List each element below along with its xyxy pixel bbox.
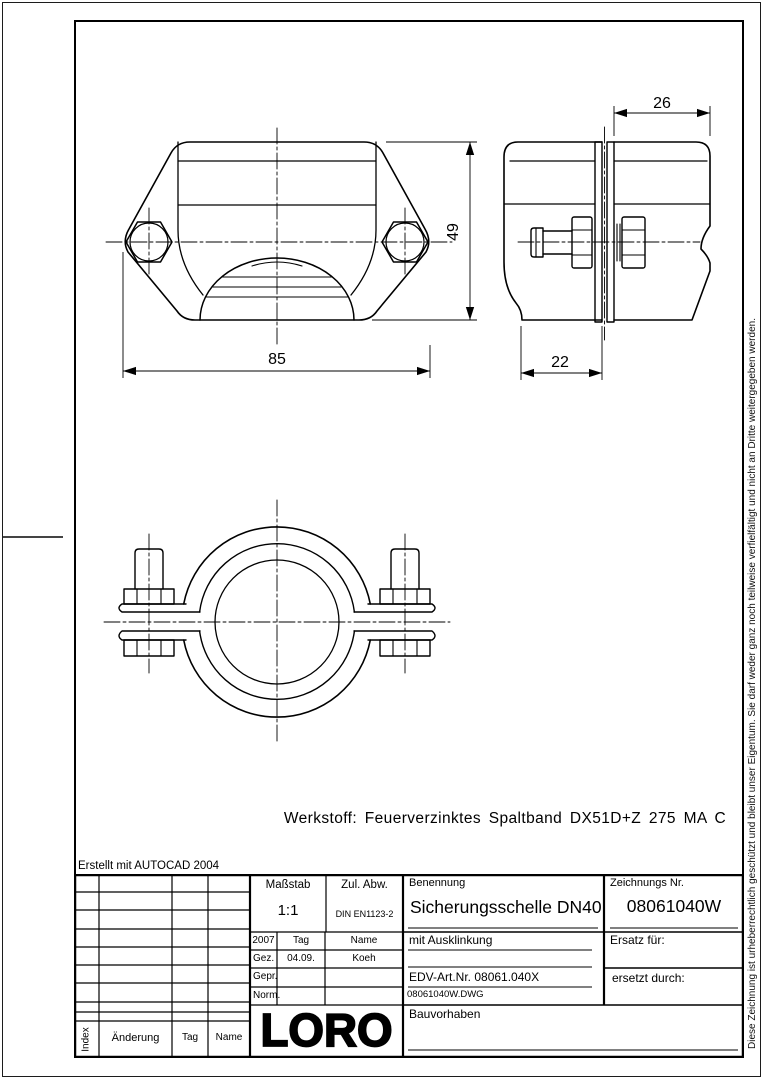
masstab-value: 1:1	[277, 902, 299, 919]
approval-tag-header: Tag	[292, 935, 310, 946]
zeichnungs-nr-value: 08061040W	[626, 896, 722, 916]
dim-22	[521, 326, 602, 380]
ersetzt-durch-label: ersetzt durch:	[612, 971, 685, 985]
right-half-body	[614, 142, 710, 320]
zul-abw-value: DIN EN1123-2	[335, 909, 394, 919]
gez-name: Koeh	[352, 953, 376, 964]
benennung-value: Sicherungsschelle DN40	[410, 897, 602, 917]
material-note: Werkstoff: Feuerverzinktes Spaltband DX51D+Z 275 MA C	[283, 810, 727, 827]
front-view	[104, 500, 450, 744]
side-view-centerlines	[518, 127, 700, 340]
side-right-nut-facets	[622, 230, 645, 255]
masstab-label: Maßstab	[265, 879, 311, 891]
dim-26	[614, 95, 710, 136]
bauvorhaben-label: Bauvorhaben	[409, 1007, 481, 1021]
lower-left-flange	[119, 631, 200, 640]
gez-label: Gez.	[253, 953, 275, 964]
index-label: Index	[81, 1027, 92, 1052]
loro-logo-text: LORO	[260, 1005, 393, 1056]
loro-logo	[250, 1005, 403, 1058]
upper-right-flange	[354, 604, 435, 612]
drawing-views	[74, 20, 744, 874]
fold-mark	[3, 536, 63, 538]
bolt-assembly	[531, 217, 645, 268]
upper-left-flange	[119, 604, 200, 612]
saddle-left-edge	[178, 142, 203, 295]
dim-85	[123, 252, 430, 378]
aenderung-label: Änderung	[111, 1032, 160, 1044]
washer-lines	[617, 224, 620, 261]
side-left-nut	[572, 217, 592, 268]
dim-22-value: 22	[551, 354, 569, 371]
top-view	[106, 128, 452, 346]
gez-date: 04.09.	[287, 953, 315, 964]
approval-year: 2007	[252, 935, 275, 946]
lower-right-flange	[354, 631, 435, 640]
zul-abw-label: Zul. Abw.	[341, 879, 388, 891]
subtitle: mit Ausklinkung	[409, 933, 493, 947]
approval-name-header: Name	[350, 935, 378, 946]
front-view-centerlines	[104, 500, 450, 744]
right-flange-plate	[607, 142, 614, 322]
norm-label: Norm.	[253, 990, 281, 1001]
side-view	[504, 127, 710, 340]
name-label: Name	[215, 1032, 243, 1043]
dim-49-value: 49	[445, 223, 462, 241]
copyright-note: Diese Zeichnung ist urheberrechtlich geschützt und bleibt unser Eigentum. Sie darf weder ganz noch teilweise verfielfältigt und nicht an Dritte weitergegeben werden.	[747, 318, 758, 1049]
bolt-shaft	[543, 231, 572, 254]
left-flange-plate	[595, 142, 602, 322]
dim-85-value: 85	[268, 351, 286, 368]
gepr-label: Gepr.	[253, 971, 278, 982]
benennung-label: Benennung	[409, 877, 466, 889]
bolt-head	[531, 228, 543, 257]
dim-26-value: 26	[653, 95, 671, 112]
saddle-right-edge	[351, 142, 376, 295]
tag-label: Tag	[181, 1032, 199, 1043]
edv-art-nr: EDV-Art.Nr. 08061.040X	[409, 970, 540, 984]
created-with-note: Erstellt mit AUTOCAD 2004	[78, 860, 220, 872]
dwg-file: 08061040W.DWG	[407, 989, 484, 1000]
side-right-nut	[622, 217, 645, 268]
side-left-nut-facets	[572, 230, 592, 255]
ersatz-fuer-label: Ersatz für:	[610, 933, 665, 947]
zeichnungs-nr-label: Zeichnungs Nr.	[610, 877, 684, 889]
revision-col-index	[74, 1021, 99, 1058]
